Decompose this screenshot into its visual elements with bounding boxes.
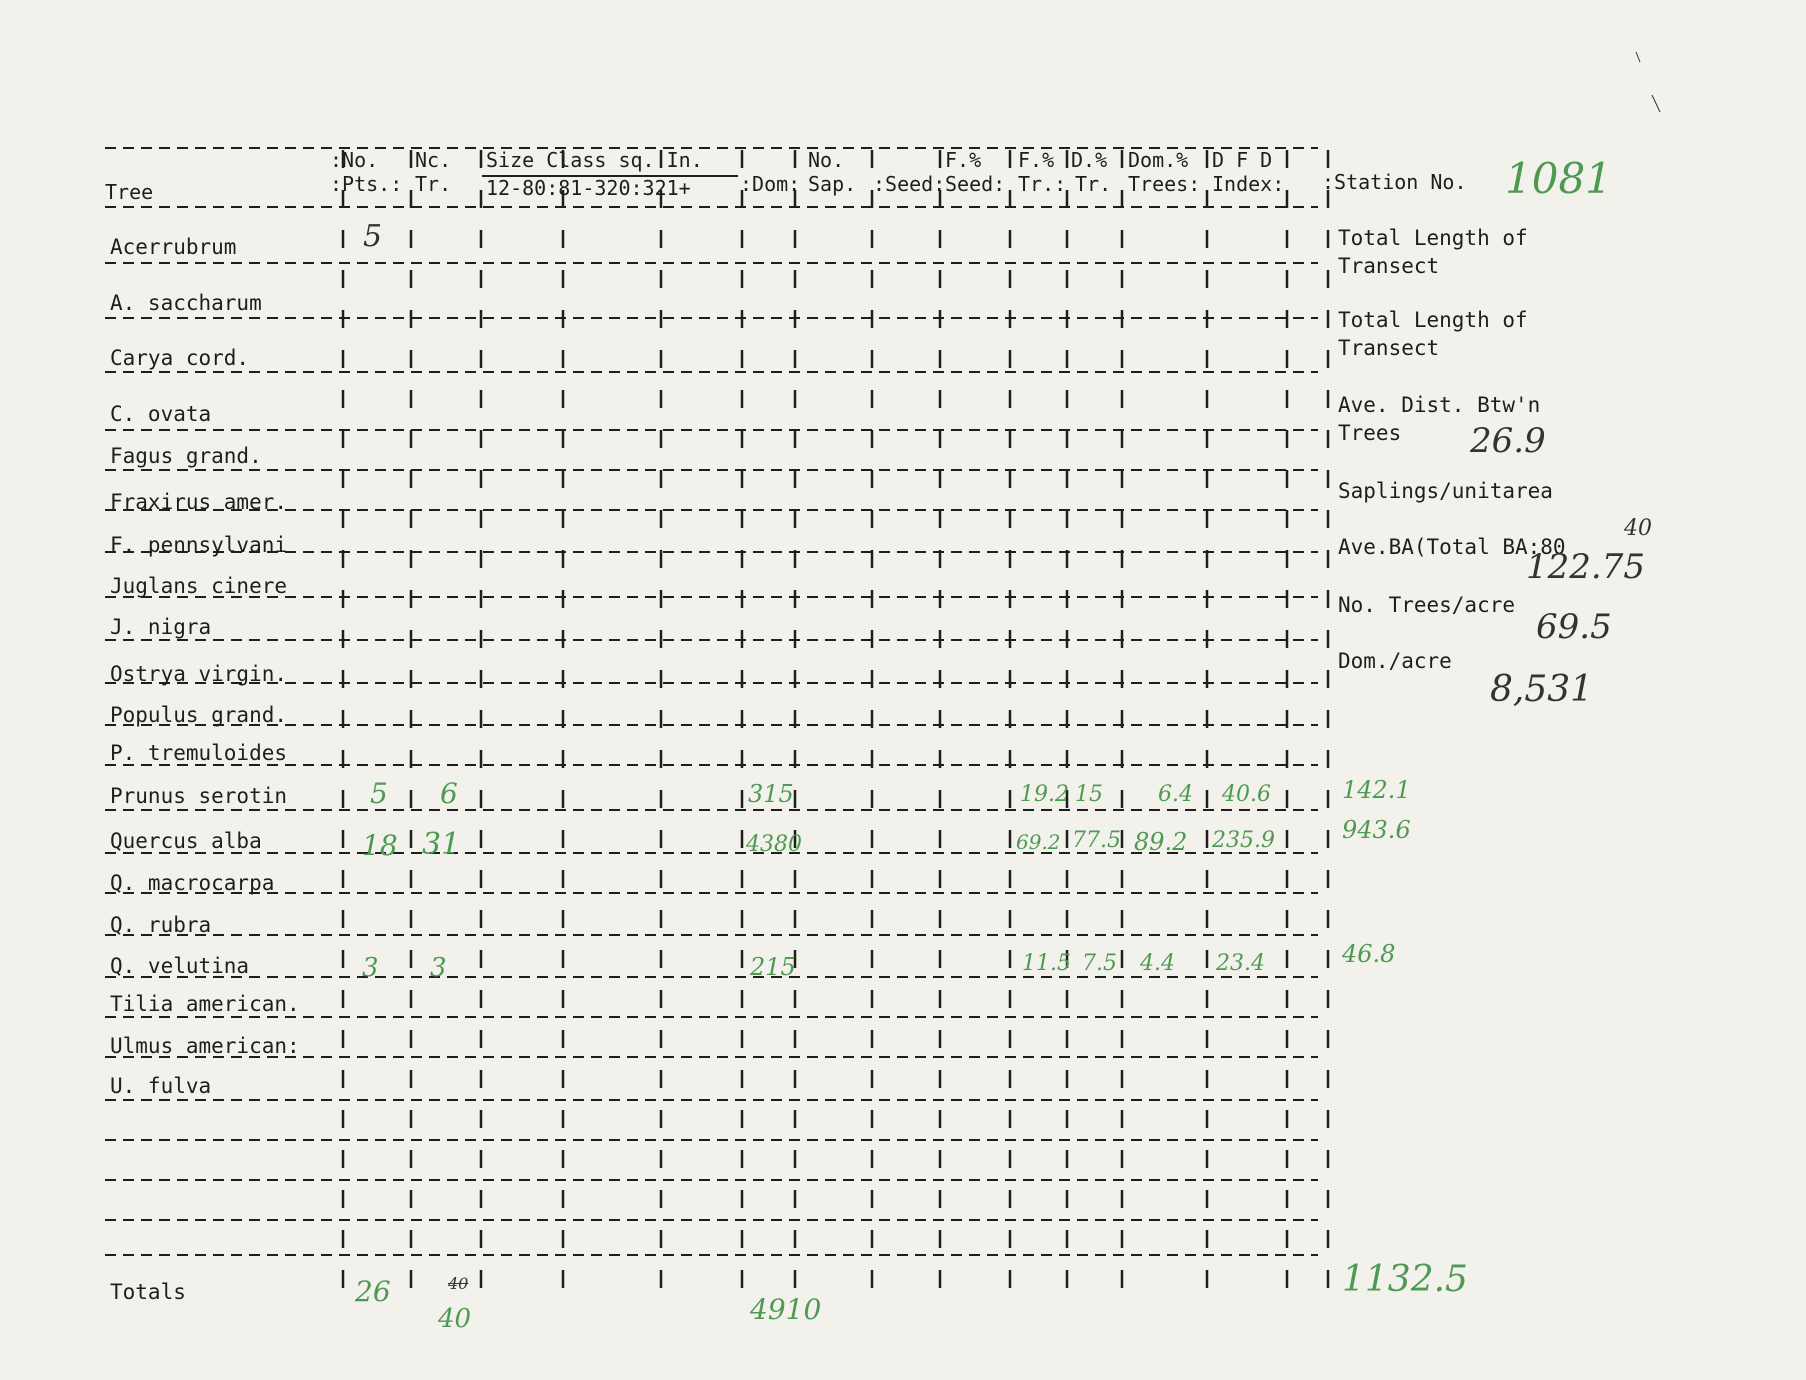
species-label: Juglans cinere <box>110 574 288 598</box>
total-length-label-2-cont: Transect <box>1338 336 1440 360</box>
velutina-dfd-index: 23.4 <box>1216 951 1265 976</box>
col-header-no-sap-line1: No. <box>808 148 845 172</box>
acer-pts-entry: 5 <box>363 219 383 254</box>
ave-dist-label: Ave. Dist. Btw'n <box>1338 393 1541 417</box>
col-header-d-tr-line1: D.% <box>1071 148 1108 172</box>
col-header-no-sap-line2: Sap. <box>808 172 857 196</box>
totals-right: 1132.5 <box>1342 1259 1468 1300</box>
velutina-d-tr: 7.5 <box>1082 951 1117 976</box>
col-header-f-seed-line1: F.% <box>945 148 982 172</box>
col-header-dom-trees-line1: Dom.% <box>1128 148 1189 172</box>
total-length-label: Total Length of <box>1338 226 1528 250</box>
col-header-tree: Tree <box>105 180 154 204</box>
col-header-d-tr-line2: Tr. <box>1075 172 1112 196</box>
species-label: Quercus alba <box>110 829 262 853</box>
col-header-size-ranges: 12-80:81-320:321+ <box>486 176 691 200</box>
trees-per-acre-label: No. Trees/acre <box>1338 593 1516 617</box>
species-label: U. fulva <box>110 1074 212 1098</box>
quercus-pts: 18 <box>362 829 398 862</box>
species-label: Populus grand. <box>110 703 288 727</box>
total-length-label-2: Total Length of <box>1338 308 1528 332</box>
prunus-tr: 6 <box>440 777 458 810</box>
col-header-dfd-line1: D F D <box>1212 148 1273 172</box>
velutina-pts: 3 <box>362 953 379 983</box>
species-label: A. saccharum <box>110 291 262 315</box>
trees-per-acre-value: 69.5 <box>1536 607 1612 647</box>
species-label: C. ovata <box>110 402 212 426</box>
velutina-dom: 215 <box>750 953 796 981</box>
species-label: J. nigra <box>110 615 212 639</box>
prunus-dom-trees: 6.4 <box>1158 782 1193 807</box>
totals-label: Totals <box>110 1280 186 1304</box>
col-header-dom-trees-line2: Trees: <box>1128 172 1201 196</box>
ave-dist-value: 26.9 <box>1470 421 1546 461</box>
prunus-d-tr: 15 <box>1075 782 1103 807</box>
prunus-total: 142.1 <box>1342 776 1411 804</box>
species-label: Ulmus american: <box>110 1034 300 1058</box>
col-header-dfd-line2: Index: <box>1212 172 1285 196</box>
species-label: Q. velutina <box>110 954 250 978</box>
species-label: F. pennsylvani <box>110 533 288 557</box>
col-header-f-tr-line2: Tr.: <box>1018 172 1067 196</box>
quercus-dom: 4380 <box>746 832 802 857</box>
prunus-f-tr: 19.2 <box>1020 782 1069 807</box>
velutina-tr: 3 <box>430 953 447 983</box>
species-label: P. tremuloides <box>110 741 288 765</box>
ave-ba-label: Ave.BA(Total BA:80 <box>1338 535 1566 559</box>
ave-dist-label-cont: Trees <box>1338 421 1402 445</box>
ave-ba-overwrite: 40 <box>1624 516 1652 541</box>
species-label: Q. macrocarpa <box>110 871 275 895</box>
species-label: Q. rubra <box>110 913 212 937</box>
col-header-no-tr-line2: Tr. <box>415 172 452 196</box>
prunus-pts: 5 <box>370 777 388 810</box>
species-label: Acerrubrum <box>110 235 237 259</box>
station-no-label: :Station No. <box>1322 170 1467 194</box>
col-header-size-class: Size Class sq. In. <box>486 148 703 172</box>
species-label: Prunus serotin <box>110 784 288 808</box>
quercus-d-tr: 77.5 <box>1072 828 1121 853</box>
velutina-total: 46.8 <box>1342 940 1396 968</box>
totals-tr-struck: 40 <box>448 1274 469 1293</box>
col-header-no-pts-line2: :Pts.: <box>330 172 403 196</box>
species-label: Carya cord. <box>110 346 250 370</box>
col-header-f-tr-line1: F.% <box>1018 148 1055 172</box>
totals-tr: 40 <box>438 1304 472 1334</box>
col-header-no-tr-line1: Nc. <box>415 148 452 172</box>
quercus-total: 943.6 <box>1342 816 1411 844</box>
dom-per-acre-label: Dom./acre <box>1338 649 1452 673</box>
station-no-value: 1081 <box>1505 154 1612 203</box>
saplings-label: Saplings/unitarea <box>1338 479 1553 503</box>
species-label: Fagus grand. <box>110 444 262 468</box>
col-header-f-seed-line2: Seed: <box>945 172 1006 196</box>
totals-dom: 4910 <box>750 1293 822 1326</box>
velutina-dom-trees: 4.4 <box>1140 951 1175 976</box>
prunus-dom: 315 <box>748 780 794 808</box>
species-label: Tilia american. <box>110 992 300 1016</box>
dom-per-acre-value: 8,531 <box>1490 669 1594 710</box>
quercus-dfd-index: 235.9 <box>1212 828 1275 853</box>
col-header-dom: :Dom: <box>740 172 801 196</box>
quercus-tr: 31 <box>422 827 461 862</box>
col-header-no-pts-line1: :No. <box>330 148 379 172</box>
quercus-f-tr: 69.2 <box>1016 830 1061 854</box>
prunus-dfd-index: 40.6 <box>1222 782 1271 807</box>
species-label: Ostrya virgin. <box>110 662 288 686</box>
quercus-dom-trees: 89.2 <box>1134 828 1188 856</box>
col-header-seed: :Seed: <box>873 172 946 196</box>
total-length-label-cont: Transect <box>1338 254 1440 278</box>
velutina-f-tr: 11.5 <box>1022 951 1071 976</box>
species-label: Fraxirus amer. <box>110 490 288 514</box>
totals-pts: 26 <box>355 1275 391 1308</box>
ave-ba-value: 122.75 <box>1526 547 1645 587</box>
